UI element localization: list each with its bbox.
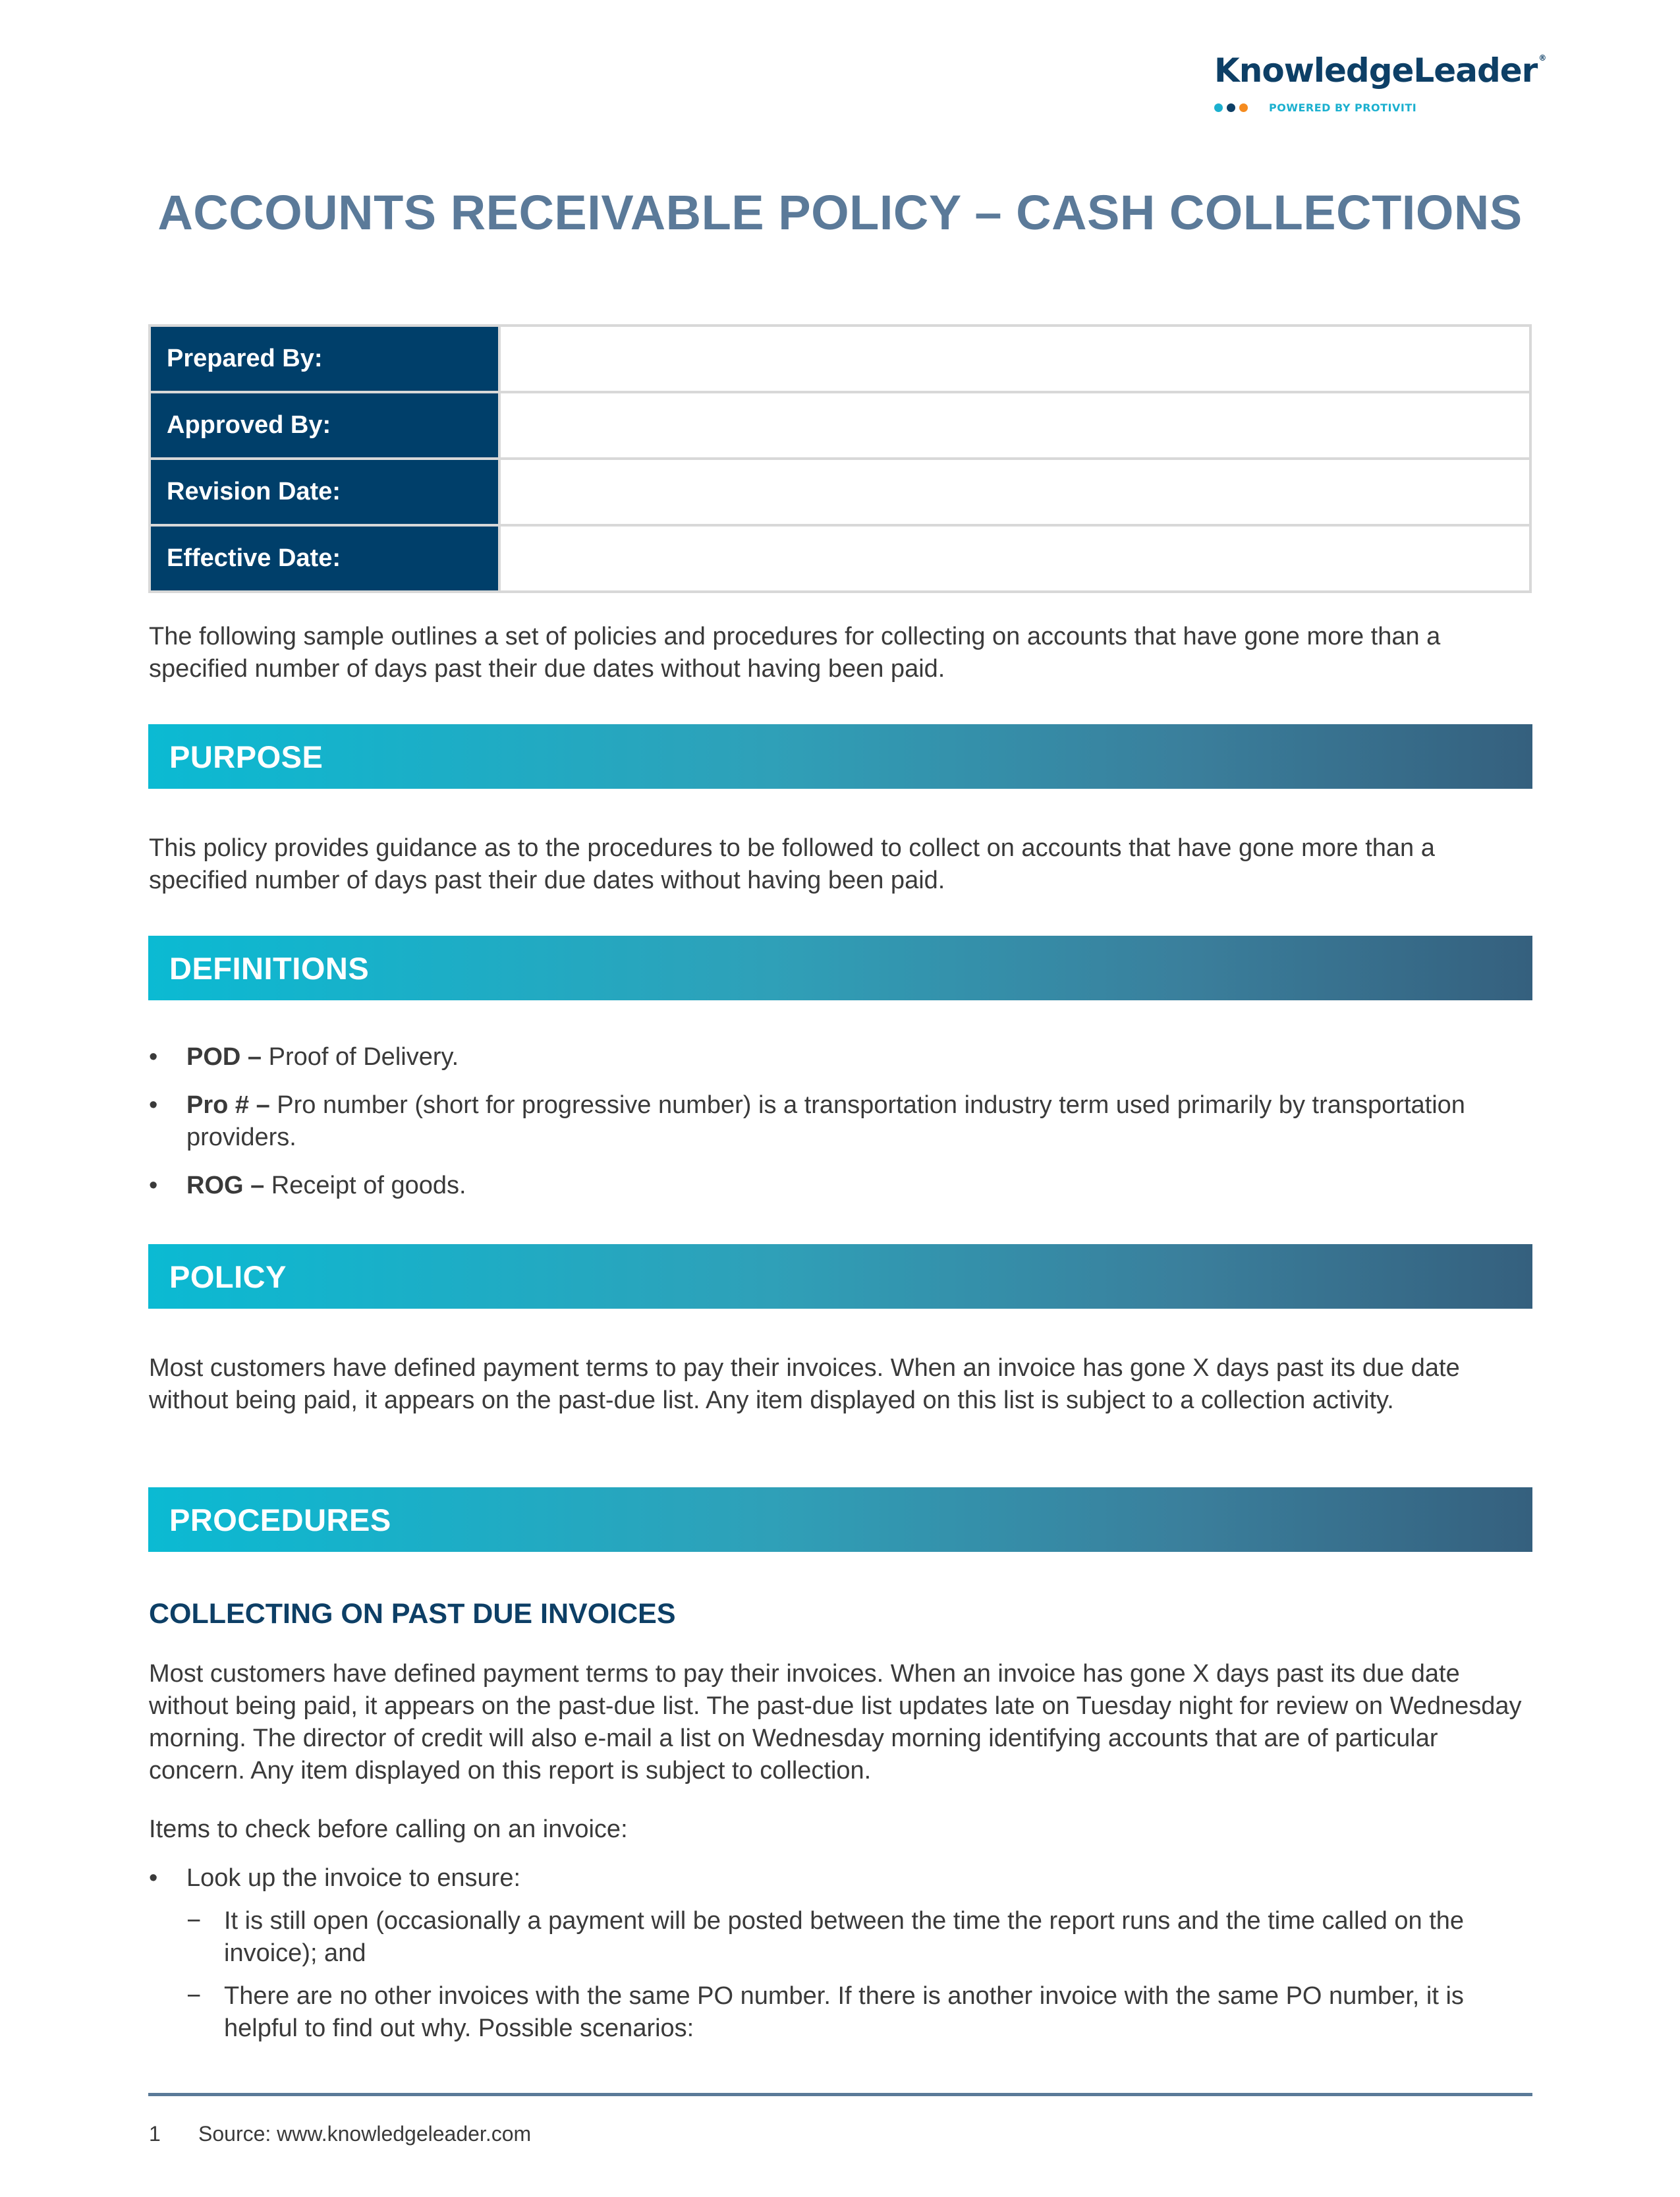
section-heading-policy: POLICY	[148, 1244, 1532, 1309]
document-title: ACCOUNTS RECEIVABLE POLICY – CASH COLLECTIONS	[157, 185, 1523, 240]
definition-text: Receipt of goods.	[264, 1172, 466, 1199]
policy-paragraph: Most customers have defined payment terms to pay their invoices. When an invoice has gone X days past its due date without being paid, it appears on the past-due list. Any item displayed on this list is subject to a collection activity.	[149, 1354, 1460, 1414]
definition-text: Proof of Delivery.	[262, 1043, 459, 1071]
footer-divider	[148, 2093, 1532, 2096]
definition-text: Pro number (short for progressive number) is a transportation industry term used primarily by transportation providers.	[186, 1091, 1465, 1151]
page-number: 1	[149, 2122, 161, 2146]
definition-item	[149, 1089, 1532, 1154]
logo-dot-orange-icon	[1239, 103, 1248, 112]
checklist-item-text: Look up the invoice to ensure:	[186, 1864, 521, 1892]
bullet-icon: •	[149, 1091, 158, 1119]
checklist	[149, 1862, 1532, 2061]
definition-item	[149, 1170, 1532, 1202]
prepared-by-field[interactable]	[499, 326, 1530, 392]
meta-row-revision-date	[150, 459, 1530, 525]
purpose-paragraph: This policy provides guidance as to the procedures to be followed to collect on accounts that have gone more than a specified number of days past their due dates without having been paid.	[149, 834, 1435, 894]
footer-source: Source: www.knowledgeleader.com	[198, 2122, 532, 2146]
definition-term: ROG –	[186, 1172, 265, 1199]
checklist-intro: Items to check before calling on an invoice:	[149, 1815, 628, 1843]
logo-tagline: POWERED BY PROTIVITI	[1269, 101, 1417, 114]
meta-label: Approved By:	[150, 392, 499, 459]
bullet-icon: •	[149, 1172, 158, 1199]
checklist-subitem	[186, 1980, 1532, 2045]
checklist-item	[149, 1862, 1532, 2045]
section-heading-purpose: PURPOSE	[148, 724, 1532, 789]
knowledgeleader-logo	[1214, 51, 1546, 114]
checklist-subitem-text: There are no other invoices with the same PO number. If there is another invoice with the same PO number, it is helpful to find out why. Possible scenarios:	[224, 1982, 1464, 2042]
logo-wordmark: KnowledgeLeader	[1214, 51, 1538, 90]
definition-item	[149, 1041, 1532, 1073]
logo-dot-navy-icon	[1227, 103, 1235, 112]
intro-paragraph: The following sample outlines a set of policies and procedures for collecting on accounts that have gone more than a specified number of days past their due dates without having been paid.	[149, 623, 1441, 683]
procedures-paragraph: Most customers have defined payment terms to pay their invoices. When an invoice has gone X days past its due date without being paid, it appears on the past-due list. The past-due list updates late on Tuesday night for review on Wednesday morning. The director of credit will also e-mail a list on Wednesday morning identifying accounts that are of particular concern. Any item displayed on this report is subject to collection.	[149, 1660, 1522, 1784]
document-meta-table	[148, 324, 1532, 593]
approved-by-field[interactable]	[499, 392, 1530, 459]
effective-date-field[interactable]	[499, 525, 1530, 592]
definition-term: Pro # –	[186, 1091, 270, 1119]
dash-icon: −	[186, 1982, 202, 2010]
dash-icon: −	[186, 1907, 202, 1935]
meta-label: Revision Date:	[150, 459, 499, 525]
page-footer	[149, 2122, 531, 2146]
definition-term: POD –	[186, 1043, 262, 1071]
definitions-list	[149, 1041, 1532, 1218]
checklist-subitem-text: It is still open (occasionally a payment will be posted between the time the report runs and the time called on the invoice); and	[224, 1907, 1465, 1967]
meta-row-effective-date	[150, 525, 1530, 592]
registered-mark: ®	[1538, 53, 1546, 63]
revision-date-field[interactable]	[499, 459, 1530, 525]
meta-row-prepared-by	[150, 326, 1530, 392]
section-heading-procedures: PROCEDURES	[148, 1487, 1532, 1552]
bullet-icon: •	[149, 1043, 158, 1071]
checklist-subitems	[186, 1905, 1532, 2045]
meta-label: Prepared By:	[150, 326, 499, 392]
section-heading-definitions: DEFINITIONS	[148, 936, 1532, 1000]
logo-dot-teal-icon	[1214, 103, 1223, 112]
checklist-subitem	[186, 1905, 1532, 1970]
meta-row-approved-by	[150, 392, 1530, 459]
meta-label: Effective Date:	[150, 525, 499, 592]
bullet-icon: •	[149, 1864, 158, 1892]
subheading-collecting-past-due: COLLECTING ON PAST DUE INVOICES	[149, 1598, 676, 1630]
